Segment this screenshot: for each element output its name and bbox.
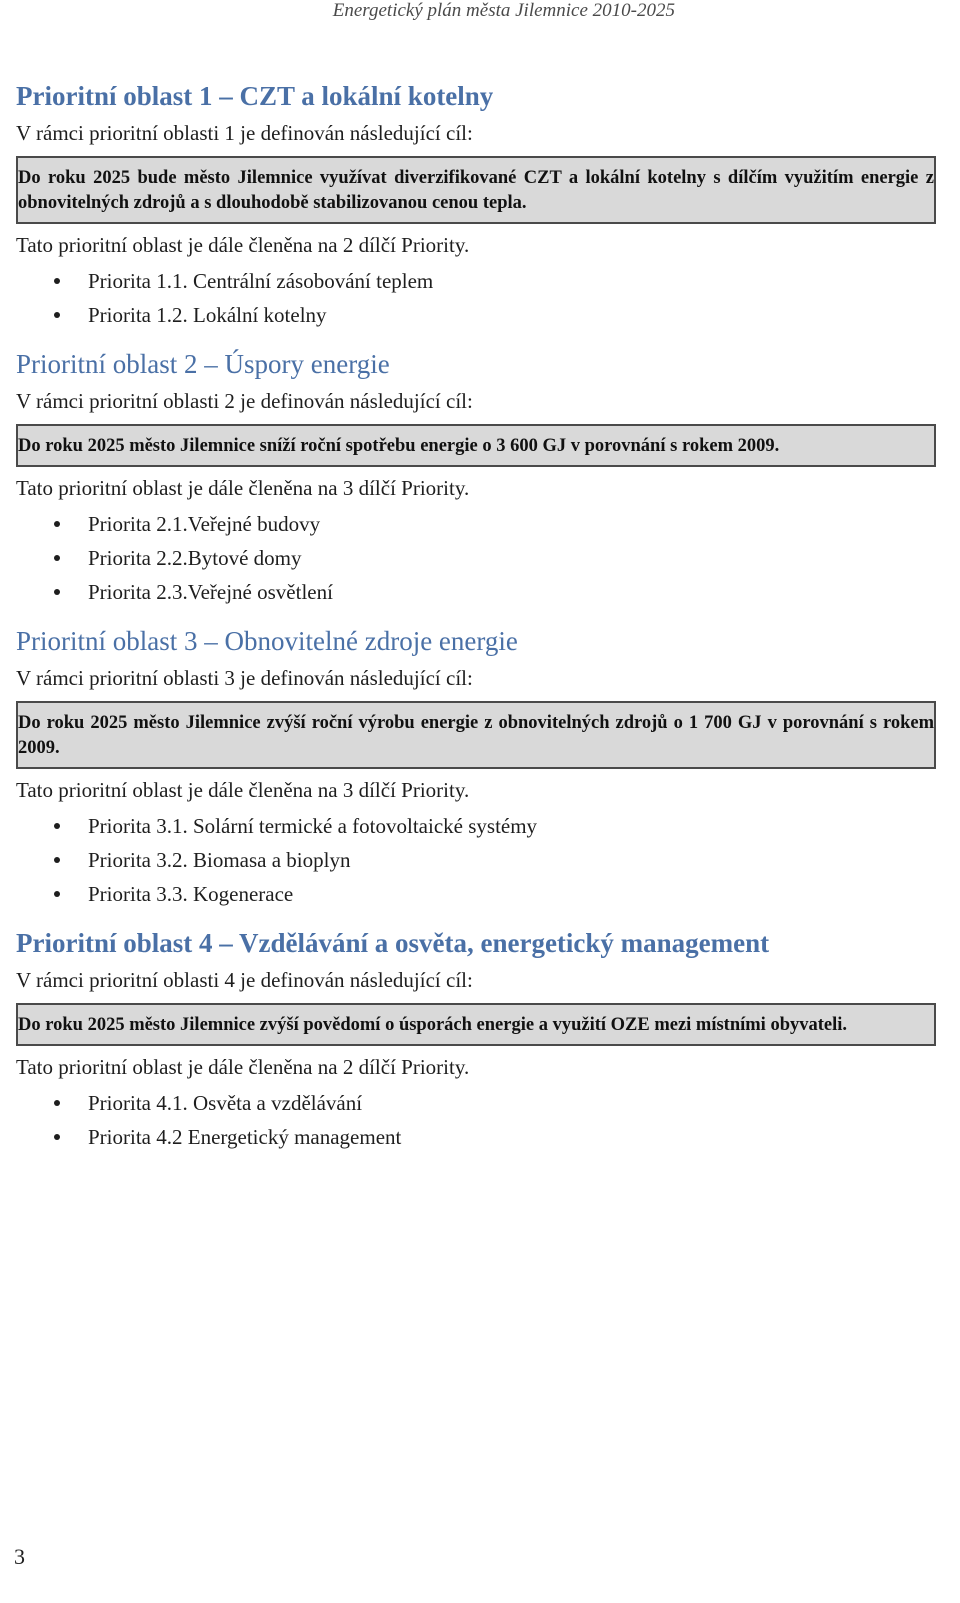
- bullet-icon: [54, 1134, 60, 1140]
- bullet-icon: [54, 589, 60, 595]
- list-item: [16, 541, 936, 575]
- list-item: [16, 507, 936, 541]
- list-item: [16, 1086, 936, 1120]
- list-item: [16, 298, 936, 332]
- priority-area-2: [16, 346, 936, 609]
- priority-area-3: [16, 623, 936, 911]
- priority-area-2-list: [16, 507, 936, 609]
- priority-area-4-goal-box: [16, 1003, 936, 1046]
- bullet-icon: [54, 521, 60, 527]
- document-body: [16, 78, 936, 1154]
- priority-area-1-intro: Tato prioritní oblast je dále členěna na 2 dílčí Priority.: [16, 233, 470, 257]
- priority-area-1-list: [16, 264, 936, 332]
- priority-area-2-goal-box: [16, 424, 936, 467]
- priority-area-4-title: Prioritní oblast 4 – Vzdělávání a osvěta, energetický management: [16, 928, 770, 958]
- bullet-icon: [54, 278, 60, 284]
- priority-area-1-title: Prioritní oblast 1 – CZT a lokální kotelny: [16, 81, 494, 111]
- priority-area-3-goal-box: [16, 701, 936, 769]
- priority-label: Priorita 3.2. Biomasa a bioplyn: [88, 848, 351, 872]
- bullet-icon: [54, 555, 60, 561]
- priority-area-1-goal-box: [16, 156, 936, 224]
- priority-area-3-goal-text: Do roku 2025 město Jilemnice zvýší roční výrobu energie z obnovitelných zdrojů o 1 700 GJ v porovnání s rokem 2009.: [18, 713, 934, 758]
- list-item: [16, 877, 936, 911]
- bullet-icon: [54, 891, 60, 897]
- priority-label: Priorita 1.2. Lokální kotelny: [88, 303, 327, 327]
- priority-label: Priorita 3.3. Kogenerace: [88, 882, 294, 906]
- priority-area-4: [16, 925, 936, 1154]
- priority-label: Priorita 2.2.Bytové domy: [88, 546, 302, 570]
- bullet-icon: [54, 1100, 60, 1106]
- bullet-icon: [54, 823, 60, 829]
- list-item: [16, 1120, 936, 1154]
- priority-area-3-lead: V rámci prioritní oblasti 3 je definován následující cíl:: [16, 666, 473, 690]
- priority-area-3-list: [16, 809, 936, 911]
- page-number: 3: [14, 1544, 25, 1569]
- bullet-icon: [54, 857, 60, 863]
- priority-label: Priorita 1.1. Centrální zásobování teplem: [88, 269, 434, 293]
- priority-area-2-goal-text: Do roku 2025 město Jilemnice sníží roční spotřebu energie o 3 600 GJ v porovnání s rokem 2009.: [18, 436, 780, 456]
- priority-label: Priorita 2.3.Veřejné osvětlení: [88, 580, 333, 604]
- priority-area-4-goal-text: Do roku 2025 město Jilemnice zvýší povědomí o úsporách energie a využití OZE mezi místními obyvateli.: [18, 1015, 848, 1035]
- priority-area-4-intro: Tato prioritní oblast je dále členěna na 2 dílčí Priority.: [16, 1055, 470, 1079]
- bullet-icon: [54, 312, 60, 318]
- priority-area-1-lead: V rámci prioritní oblasti 1 je definován následující cíl:: [16, 121, 473, 145]
- priority-area-3-intro: Tato prioritní oblast je dále členěna na 3 dílčí Priority.: [16, 778, 470, 802]
- running-header: Energetický plán města Jilemnice 2010-2025: [332, 0, 675, 21]
- priority-area-2-title: Prioritní oblast 2 – Úspory energie: [16, 349, 390, 379]
- priority-area-2-lead: V rámci prioritní oblasti 2 je definován následující cíl:: [16, 389, 473, 413]
- list-item: [16, 843, 936, 877]
- priority-label: Priorita 3.1. Solární termické a fotovoltaické systémy: [88, 814, 538, 838]
- priority-label: Priorita 2.1.Veřejné budovy: [88, 512, 321, 536]
- list-item: [16, 575, 936, 609]
- priority-area-1: [16, 78, 936, 332]
- list-item: [16, 264, 936, 298]
- priority-area-3-title: Prioritní oblast 3 – Obnovitelné zdroje energie: [16, 626, 518, 656]
- priority-area-2-intro: Tato prioritní oblast je dále členěna na 3 dílčí Priority.: [16, 476, 470, 500]
- priority-area-1-goal-text: Do roku 2025 bude město Jilemnice využívat diverzifikované CZT a lokální kotelny s dílčím využitím energie z obnovitelných zdrojů a s dlouhodobě stabilizovanou cenou tepla.: [18, 168, 934, 213]
- list-item: [16, 809, 936, 843]
- priority-label: Priorita 4.1. Osvěta a vzdělávání: [88, 1091, 363, 1115]
- priority-area-4-list: [16, 1086, 936, 1154]
- priority-label: Priorita 4.2 Energetický management: [88, 1125, 402, 1149]
- priority-area-4-lead: V rámci prioritní oblasti 4 je definován následující cíl:: [16, 968, 473, 992]
